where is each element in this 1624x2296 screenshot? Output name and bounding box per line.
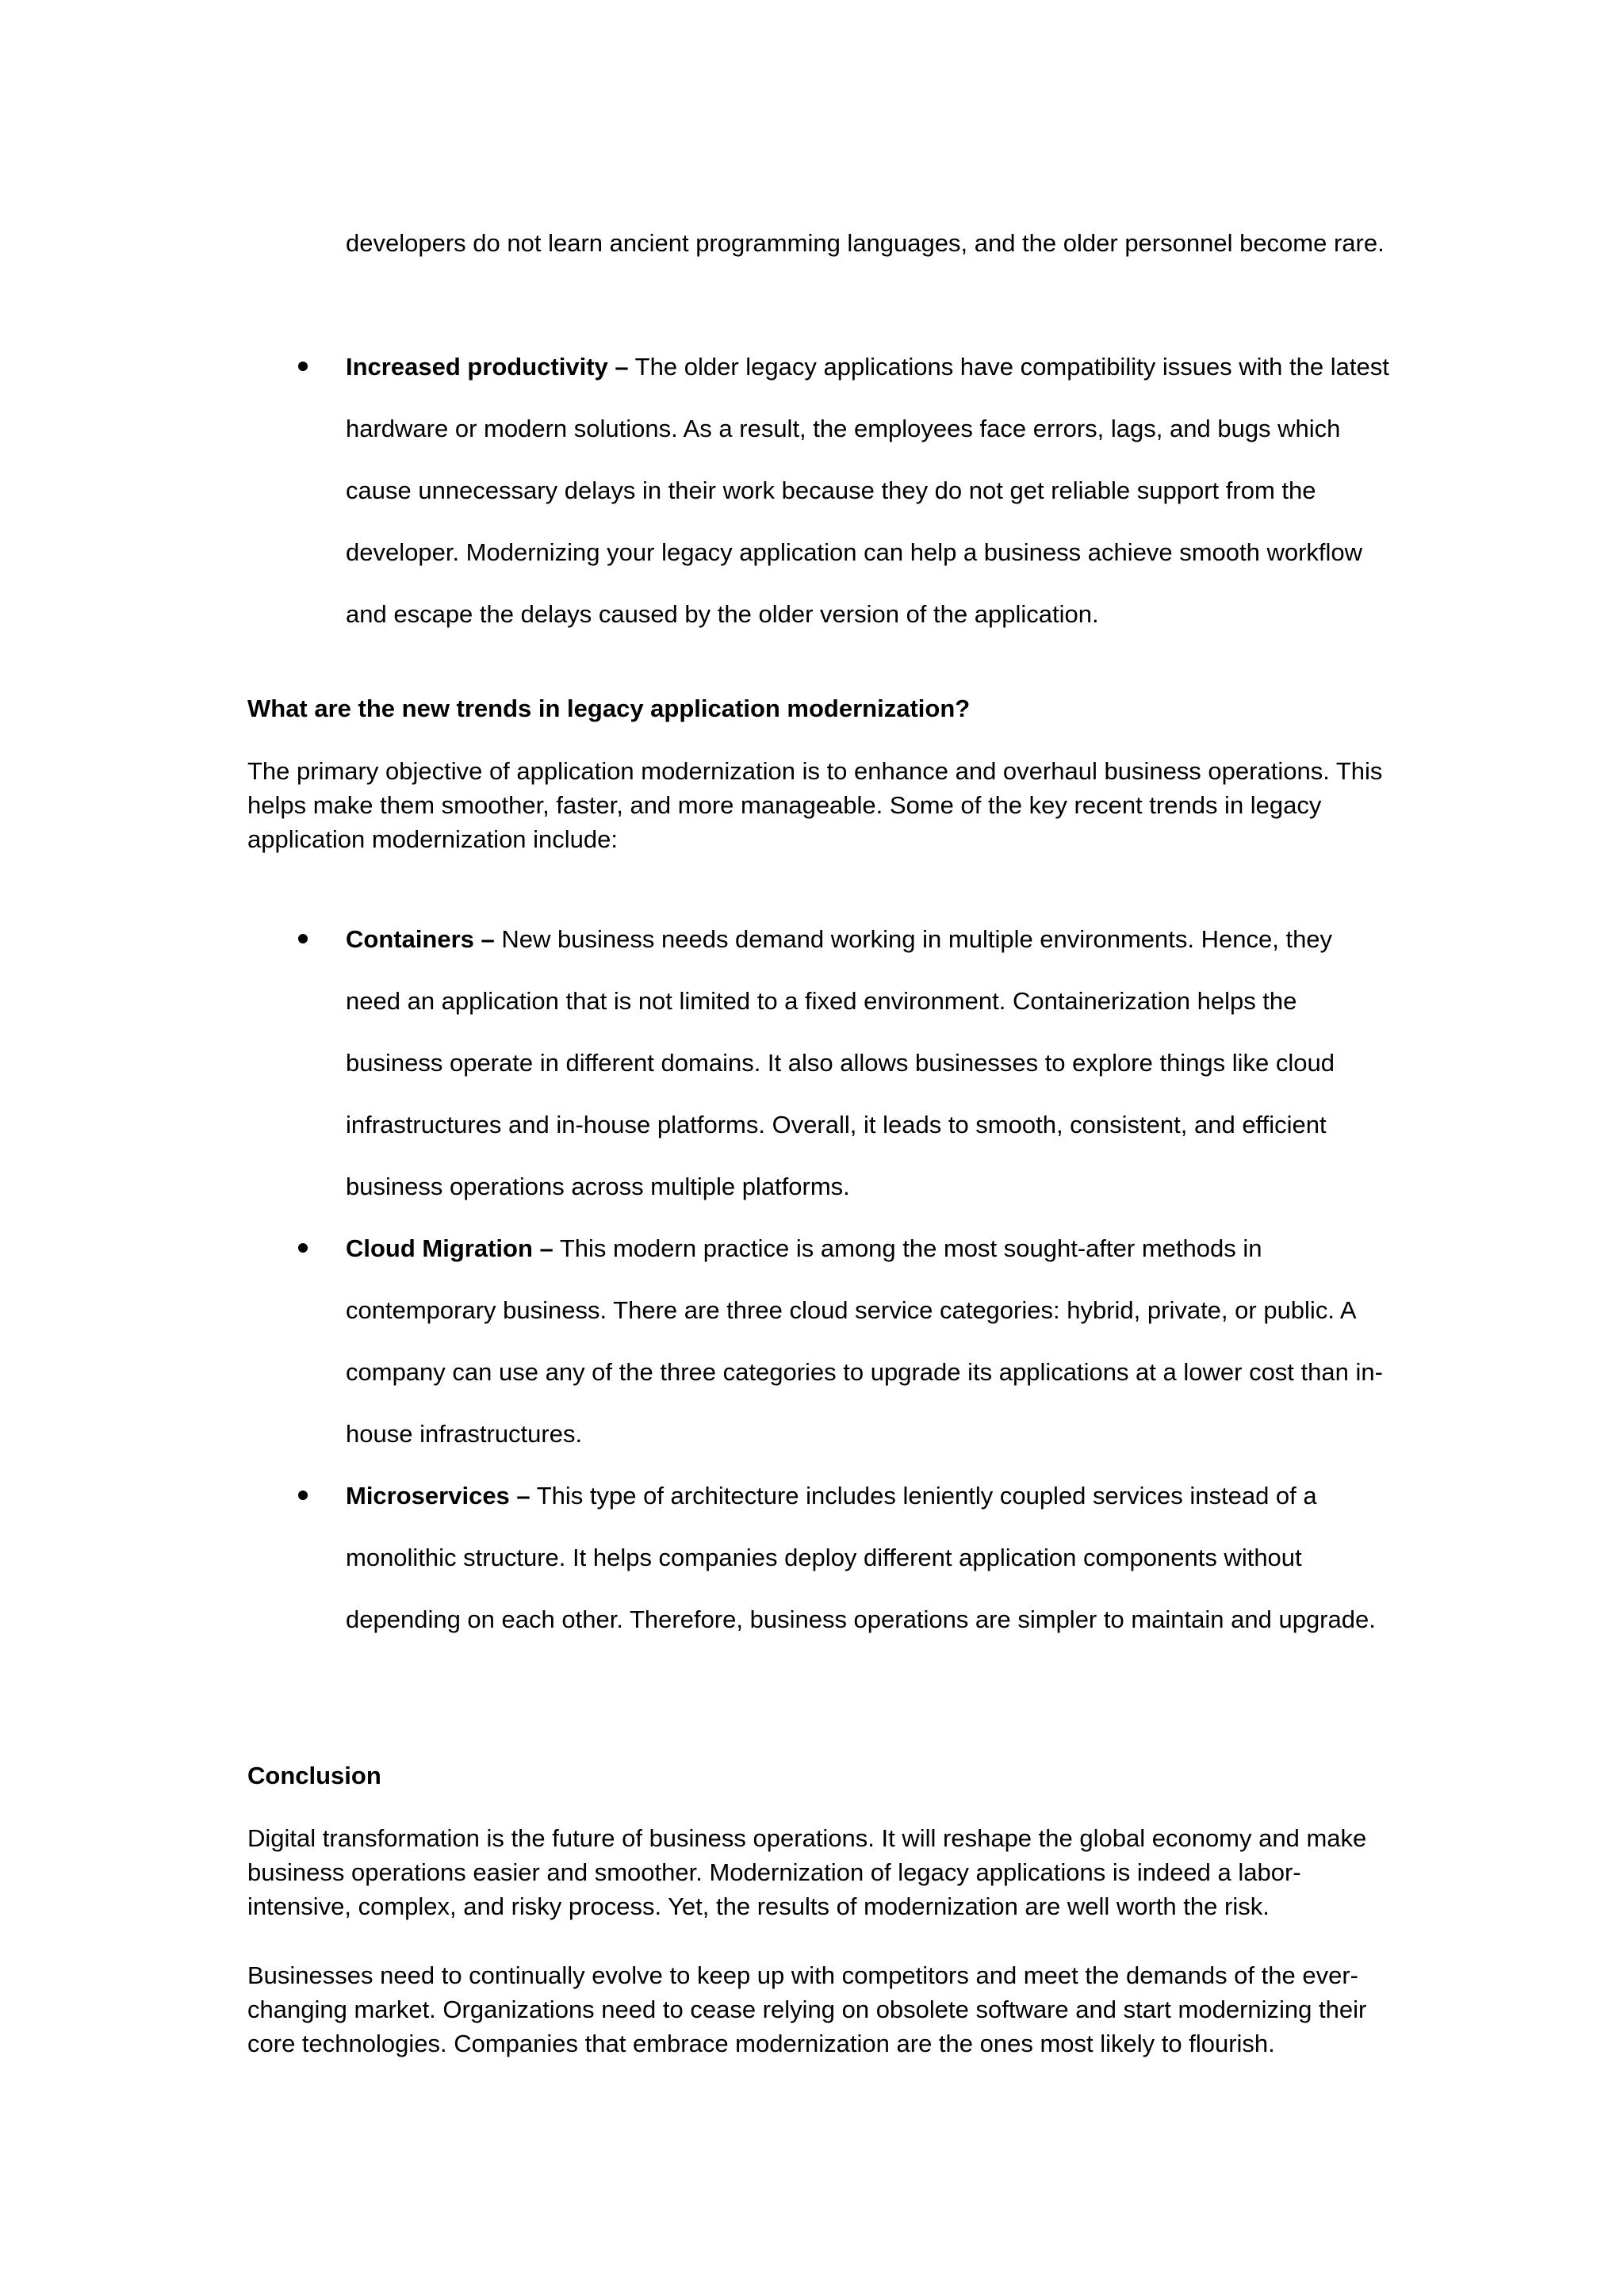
list-item-term: Containers – — [346, 925, 495, 953]
conclusion-heading: Conclusion — [247, 1762, 381, 1789]
trends-heading: What are the new trends in legacy application modernization? — [247, 695, 971, 722]
trends-list — [247, 909, 1392, 1651]
list-item — [247, 909, 1392, 1218]
trends-intro-paragraph: The primary objective of application modernization is to enhance and overhaul business operations. This helps make them smoother, faster, and more manageable. Some of the key recent trends in legacy application modernization include: — [247, 757, 1383, 853]
list-item-text: This type of architecture includes leniently coupled services instead of a monolithic structure. It helps companies deploy different application components without depending on each other. Therefore, business operations are simpler to maintain and upgrade. — [346, 1482, 1376, 1633]
bullet-icon — [298, 362, 308, 371]
benefits-list-tail — [247, 336, 1392, 645]
bullet-icon — [298, 934, 308, 943]
list-item-term: Microservices – — [346, 1482, 530, 1510]
list-item — [247, 1218, 1392, 1465]
continuation-paragraph: developers do not learn ancient programming languages, and the older personnel become rare. — [346, 229, 1385, 257]
list-item-text: This modern practice is among the most sought-after methods in contemporary business. There are three cloud service categories: hybrid, private, or public. A company can use any of the three categories to upgrade its applications at a lower cost than in-house infrastructures. — [346, 1234, 1383, 1448]
list-item — [247, 1465, 1392, 1651]
conclusion-paragraph-2: Businesses need to continually evolve to keep up with competitors and meet the demands of the ever-changing market. Organizations need to cease relying on obsolete software and start modernizing their core technologies. Companies that embrace modernization are the ones most likely to flourish. — [247, 1961, 1367, 2057]
list-item-text: The older legacy applications have compatibility issues with the latest hardware or modern solutions. As a result, the employees face errors, lags, and bugs which cause unnecessary delays in their work because they do not get reliable support from the developer. Modernizing your legacy application can help a business achieve smooth workflow and escape the delays caused by the older version of the application. — [346, 353, 1389, 628]
list-item-term: Cloud Migration – — [346, 1234, 553, 1262]
list-item — [247, 336, 1392, 645]
bullet-icon — [298, 1243, 308, 1253]
list-item-term: Increased productivity – — [346, 353, 629, 381]
bullet-icon — [298, 1490, 308, 1500]
list-item-text: New business needs demand working in multiple environments. Hence, they need an application that is not limited to a fixed environment. Containerization helps the business operate in different domains. It also allows businesses to explore things like cloud infrastructures and in-house platforms. Overall, it leads to smooth, consistent, and efficient business operations across multiple platforms. — [346, 925, 1335, 1200]
conclusion-paragraph-1: Digital transformation is the future of business operations. It will reshape the global economy and make business operations easier and smoother. Modernization of legacy applications is indeed a labor-intensive, complex, and risky process. Yet, the results of modernization are well worth the risk. — [247, 1824, 1367, 1920]
